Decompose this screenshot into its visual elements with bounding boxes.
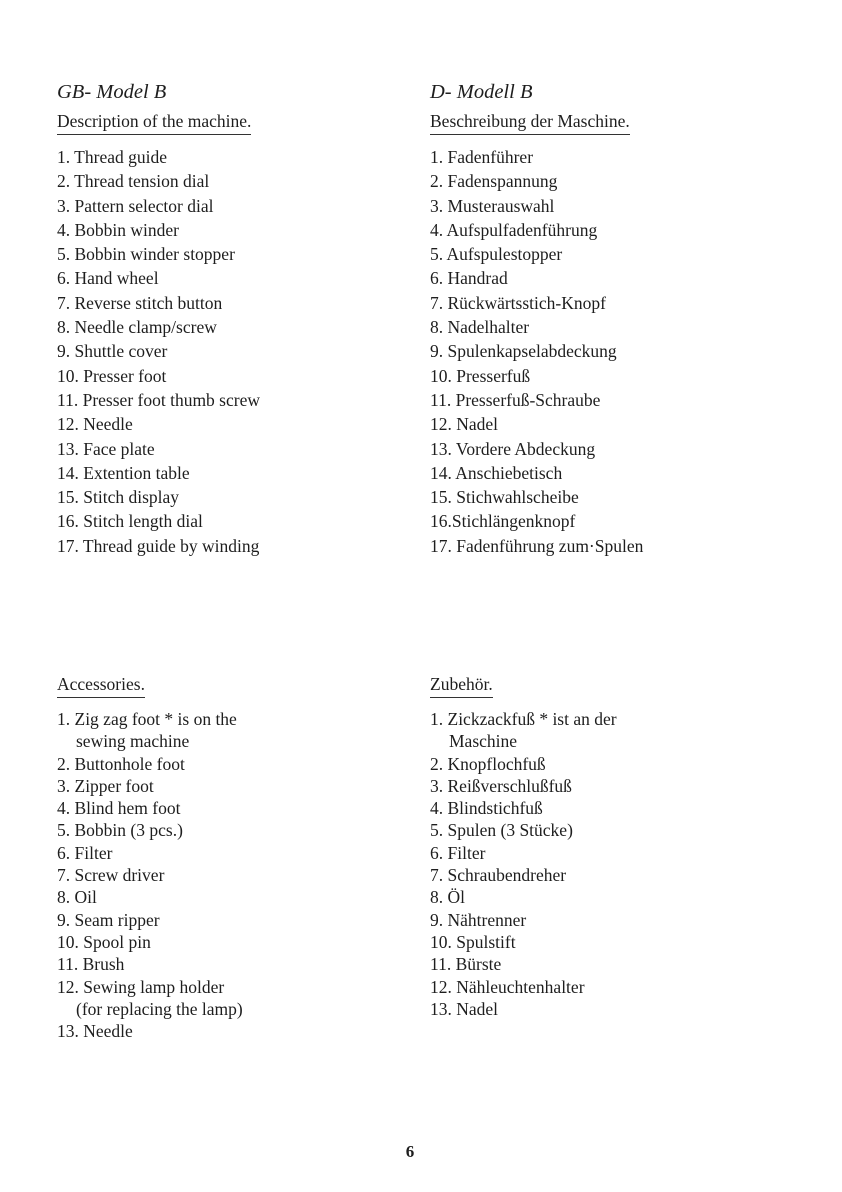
de-description-item: 10. Presserfuß — [430, 365, 531, 386]
gb-accessory-item-text: 8. Oil — [57, 887, 97, 908]
de-accessory-item-text: 6. Filter — [430, 842, 486, 863]
de-accessory-item — [430, 976, 790, 998]
de-accessory-item — [430, 842, 790, 864]
de-accessory-item-text: 5. Spulen (3 Stücke) — [430, 820, 573, 841]
page-number: 6 — [405, 1142, 415, 1161]
de-accessory-item-text: 9. Nähtrenner — [430, 909, 527, 930]
de-description-item: 6. Handrad — [430, 268, 508, 289]
gb-description-item: 7. Reverse stitch button — [57, 292, 223, 313]
gb-description-item: 13. Face plate — [57, 438, 155, 459]
gb-accessory-item — [57, 953, 417, 975]
gb-description-heading: Description of the machine. — [57, 110, 251, 135]
gb-accessory-item — [57, 976, 417, 1021]
gb-accessory-item — [57, 819, 417, 841]
gb-accessory-item-continuation: (for replacing the lamp) — [76, 998, 243, 1019]
gb-description-item: 12. Needle — [57, 414, 133, 435]
gb-description-item: 11. Presser foot thumb screw — [57, 389, 260, 410]
gb-accessories-list — [57, 708, 417, 1042]
de-accessory-item-text: 12. Nähleuchtenhalter — [430, 976, 585, 997]
gb-accessory-item — [57, 864, 417, 886]
gb-description-item: 15. Stitch display — [57, 487, 180, 508]
de-description-list — [430, 145, 790, 558]
gb-accessory-item — [57, 931, 417, 953]
gb-description-item: 2. Thread tension dial — [57, 171, 210, 192]
de-description-item: 15. Stichwahlscheibe — [430, 487, 579, 508]
de-accessories-list — [430, 708, 790, 1020]
de-accessory-item — [430, 886, 790, 908]
de-accessory-item — [430, 797, 790, 819]
gb-accessory-item — [57, 775, 417, 797]
gb-description-item: 14. Extention table — [57, 462, 190, 483]
de-description-item: 14. Anschiebetisch — [430, 462, 563, 483]
gb-accessory-item-text: 12. Sewing lamp holder — [57, 976, 225, 997]
gb-description-item: 8. Needle clamp/screw — [57, 317, 217, 338]
de-accessory-item-text: 10. Spulstift — [430, 931, 516, 952]
de-accessory-item — [430, 775, 790, 797]
gb-accessories-heading: Accessories. — [57, 673, 145, 698]
de-accessory-item-continuation: Maschine — [449, 731, 518, 752]
de-accessory-item — [430, 931, 790, 953]
de-model-title: D- Modell B — [430, 81, 533, 103]
de-description-item: 16.Stichlängenknopf — [430, 511, 576, 532]
de-accessory-item-text: 7. Schraubendreher — [430, 865, 567, 886]
de-accessory-item-text: 3. Reißverschlußfuß — [430, 775, 572, 796]
de-description-item: 3. Musterauswahl — [430, 195, 555, 216]
gb-description-list — [57, 145, 417, 558]
de-accessories-section — [430, 673, 790, 1020]
gb-accessory-item — [57, 909, 417, 931]
de-description-item: 7. Rückwärtsstich-Knopf — [430, 292, 606, 313]
de-description-item: 1. Fadenführer — [430, 147, 534, 167]
gb-accessories-section — [57, 673, 417, 1042]
de-accessory-item — [430, 708, 790, 753]
gb-description-item: 16. Stitch length dial — [57, 511, 203, 532]
gb-accessory-item — [57, 842, 417, 864]
gb-description-item: 9. Shuttle cover — [57, 341, 168, 362]
gb-accessory-item-text: 5. Bobbin (3 pcs.) — [57, 820, 183, 841]
gb-accessory-item-text: 4. Blind hem foot — [57, 798, 181, 819]
de-accessory-item-text: 13. Nadel — [430, 998, 499, 1019]
de-description-item: 9. Spulenkapselabdeckung — [430, 341, 617, 362]
gb-accessory-item-continuation: sewing machine — [76, 731, 190, 752]
de-accessory-item — [430, 998, 790, 1020]
de-accessory-item-text: 4. Blindstichfuß — [430, 798, 543, 819]
gb-accessory-item-text: 1. Zig zag foot * is on the — [57, 709, 237, 729]
gb-accessory-item — [57, 797, 417, 819]
de-accessory-item-text: 2. Knopflochfuß — [430, 753, 546, 774]
gb-description-item: 4. Bobbin winder — [57, 219, 180, 240]
de-description-item: 12. Nadel — [430, 414, 499, 435]
gb-accessory-item-text: 10. Spool pin — [57, 931, 151, 952]
gb-description-item: 1. Thread guide — [57, 147, 167, 167]
gb-description-item: 5. Bobbin winder stopper — [57, 244, 235, 265]
de-description-item: 17. Fadenführung zum·Spulen — [430, 535, 644, 556]
gb-accessory-item-text: 13. Needle — [57, 1021, 133, 1042]
gb-description-item: 3. Pattern selector dial — [57, 195, 214, 216]
de-description-item: 8. Nadelhalter — [430, 317, 530, 338]
de-accessories-heading: Zubehör. — [430, 673, 493, 698]
de-description-section — [430, 80, 790, 558]
gb-description-item: 17. Thread guide by winding — [57, 535, 260, 556]
gb-accessory-item — [57, 886, 417, 908]
gb-accessory-item — [57, 1020, 417, 1042]
gb-accessory-item-text: 2. Buttonhole foot — [57, 753, 185, 774]
de-accessory-item-text: 8. Öl — [430, 887, 465, 908]
de-accessory-item — [430, 953, 790, 975]
de-description-item: 5. Aufspulestopper — [430, 244, 563, 265]
gb-model-title: GB- Model B — [57, 81, 167, 103]
gb-description-item: 10. Presser foot — [57, 365, 167, 386]
de-accessory-item — [430, 819, 790, 841]
gb-description-section — [57, 80, 417, 558]
de-accessory-item — [430, 864, 790, 886]
de-description-item: 13. Vordere Abdeckung — [430, 438, 596, 459]
gb-accessory-item-text: 3. Zipper foot — [57, 775, 154, 796]
gb-accessory-item-text: 9. Seam ripper — [57, 909, 160, 930]
de-accessory-item-text: 1. Zickzackfuß * ist an der — [430, 709, 617, 729]
de-description-item: 4. Aufspulfadenführung — [430, 219, 598, 240]
de-description-item: 2. Fadenspannung — [430, 171, 558, 192]
gb-accessory-item — [57, 708, 417, 753]
de-accessory-item — [430, 909, 790, 931]
gb-accessory-item-text: 11. Brush — [57, 954, 125, 975]
gb-accessory-item — [57, 753, 417, 775]
de-description-heading: Beschreibung der Maschine. — [430, 110, 630, 135]
gb-accessory-item-text: 7. Screw driver — [57, 865, 165, 886]
de-accessory-item-text: 11. Bürste — [430, 954, 502, 975]
de-accessory-item — [430, 753, 790, 775]
gb-accessory-item-text: 6. Filter — [57, 842, 113, 863]
de-description-item: 11. Presserfuß-Schraube — [430, 389, 601, 410]
gb-description-item: 6. Hand wheel — [57, 268, 159, 289]
